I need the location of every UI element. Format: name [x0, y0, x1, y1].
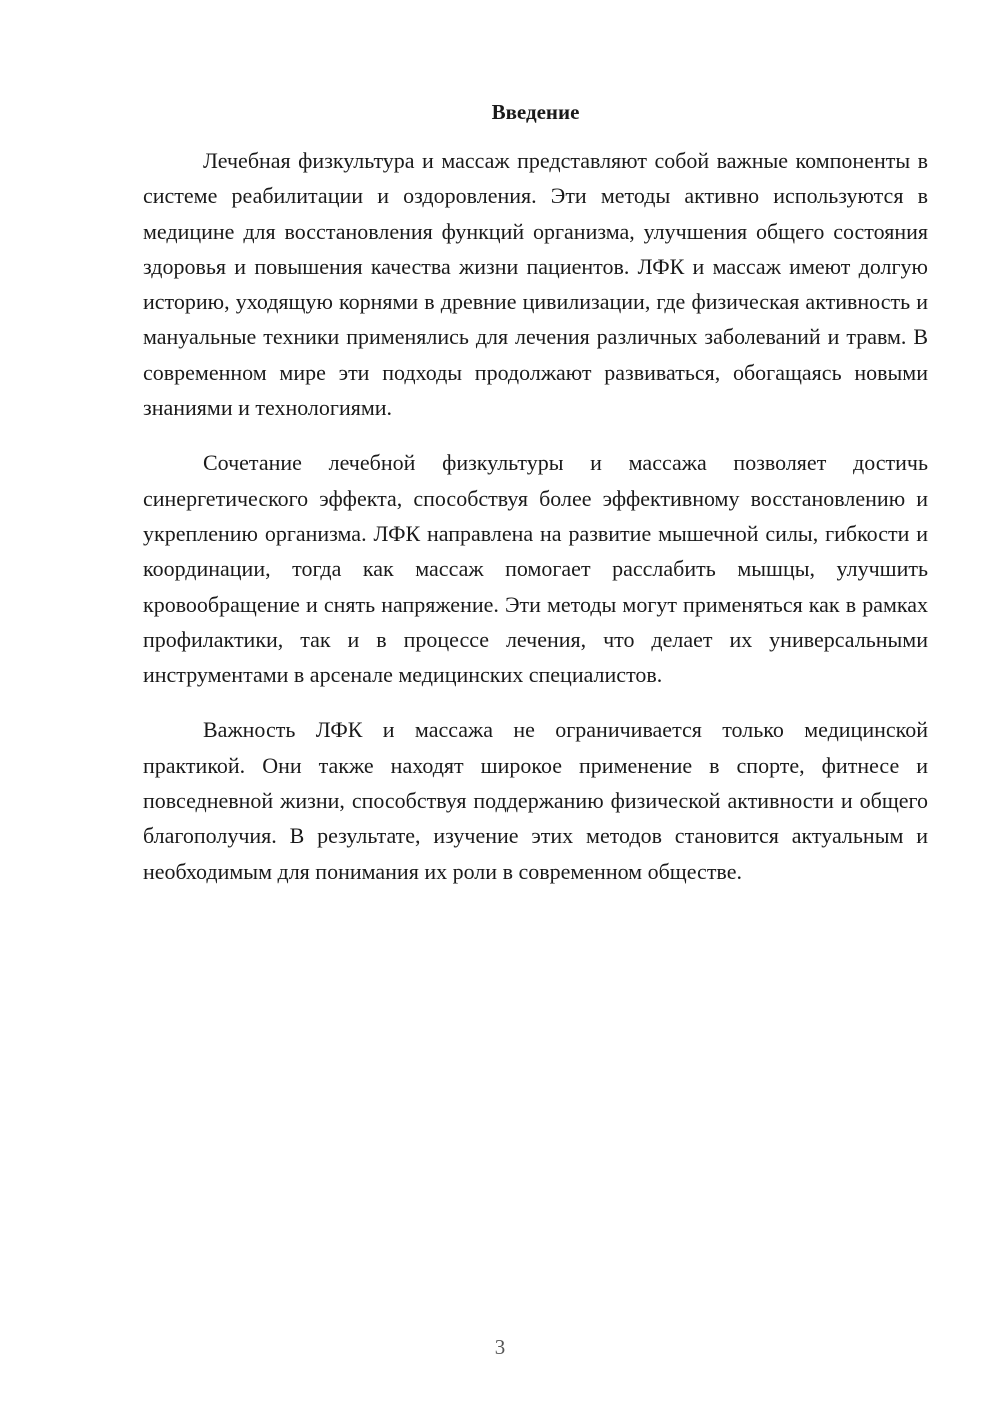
section-heading: Введение: [491, 100, 580, 124]
paragraph-1: Лечебная физкультура и массаж представляют собой важные компоненты в системе реабилитации и оздоровления. Эти методы активно используются в медицине для восстановления функций организма, улучшения общего состояния здоровья и повышения качества жизни пациентов. ЛФК и массаж имеют долгую историю, уходящую корнями в древние цивилизации, где физическая активность и мануальные техники применялись для лечения различных заболеваний и травм. В современном мире эти подходы продолжают развиваться, обогащаясь новыми знаниями и технологиями.: [143, 148, 928, 421]
body-text: [143, 143, 928, 909]
paragraph-2: Сочетание лечебной физкультуры и массажа позволяет достичь синергетического эффекта, способствуя более эффективному восстановлению и укреплению организма. ЛФК направлена на развитие мышечной силы, гибкости и координации, тогда как массаж помогает расслабить мышцы, улучшить кровообращение и снять напряжение. Эти методы могут применяться как в рамках профилактики, так и в процессе лечения, что делает их универсальными инструментами в арсенале медицинских специалистов.: [143, 450, 928, 688]
page-number: 3: [494, 1335, 506, 1359]
paragraph-3: Важность ЛФК и массажа не ограничивается только медицинской практикой. Они также находят широкое применение в спорте, фитнесе и повседневной жизни, способствуя поддержанию физической активности и общего благополучия. В результате, изучение этих методов становится актуальным и необходимым для понимания их роли в современном обществе.: [143, 717, 928, 884]
